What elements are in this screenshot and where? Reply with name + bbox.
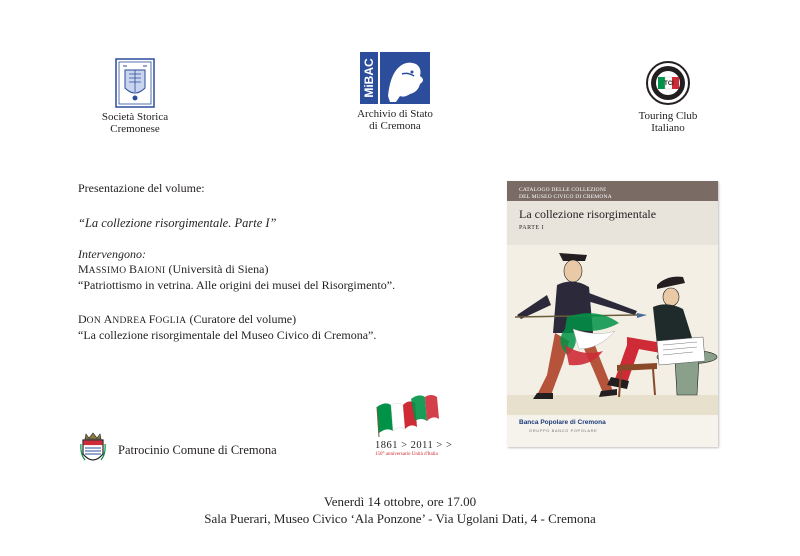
archivio-stato-logo <box>340 52 450 132</box>
speaker2-title-first: D <box>78 312 87 326</box>
touring-line2: Italiano <box>651 122 685 134</box>
speaker1-surname-first: B <box>129 262 138 276</box>
book-catalog-text <box>519 187 612 200</box>
speaker2-name-rest: NDREA <box>112 316 149 326</box>
book-bank-group: GRUPPO BANCO POPOLARE <box>529 428 598 433</box>
speaker2-affiliation: (Curatore del volume) <box>186 312 297 326</box>
book-bank-name: Banca Popolare di Cremona <box>519 419 606 426</box>
speaker2-title-rest: ON <box>86 316 104 326</box>
cover-illustration-icon <box>507 245 718 415</box>
speaker2-talk: “La collezione risorgimentale del Museo Civico di Cremona”. <box>78 328 377 342</box>
archivio-line1: Archivio di Stato <box>357 108 433 120</box>
speaker2-line <box>78 312 296 328</box>
intro-text: Presentazione del volume: <box>78 181 205 195</box>
book-catalog-line1: CATALOGO DELLE COLLEZIONI <box>519 187 607 193</box>
italy-150-flags-icon <box>375 393 441 437</box>
societa-storica-logo <box>95 58 175 135</box>
speaker2-surname-rest: OGLIA <box>155 316 187 326</box>
book-title: La collezione risorgimentale <box>519 207 657 221</box>
archivio-line2: di Cremona <box>369 120 421 132</box>
anniversary-subtitle: 150° anniversario Unità d'Italia <box>375 452 438 457</box>
societa-line2: Cremonese <box>110 123 160 135</box>
touring-line1: Touring Club <box>638 110 698 122</box>
intervengono-label: Intervengono: <box>78 247 146 261</box>
anniversary-years: 1861 > 2011 > > <box>375 440 453 451</box>
mibac-brand-text: MiBAC <box>362 58 376 98</box>
event-location: Sala Puerari, Museo Civico ‘Ala Ponzone’ - Via Ugolani Dati, 4 - Cremona <box>204 511 596 526</box>
speaker1-name-rest: ASSIMO <box>88 266 130 276</box>
comune-cremona-crest-icon <box>80 432 106 466</box>
book-catalog-line2: DEL MUSEO CIVICO DI CREMONA <box>519 193 612 200</box>
touring-badge-text: TCI <box>664 81 674 87</box>
patrocinio-text: Patrocinio Comune di Cremona <box>118 443 277 457</box>
speaker1-talk: “Patriottismo in vetrina. Alle origini dei musei del Risorgimento”. <box>78 278 396 292</box>
societa-storica-emblem-icon <box>115 58 155 108</box>
event-date: Venerdì 14 ottobre, ore 17.00 <box>323 494 477 509</box>
volume-title: “La collezione risorgimentale. Parte I” <box>78 216 277 230</box>
touring-club-logo <box>628 60 708 134</box>
speaker1-affiliation: (Università di Siena) <box>165 262 269 276</box>
book-cover <box>507 181 718 447</box>
speaker2-surname-first: F <box>148 312 156 326</box>
speaker1-surname-rest: AIONI <box>137 266 166 276</box>
speaker1-name-first: M <box>78 262 89 276</box>
societa-line1: Società Storica <box>101 111 169 123</box>
speaker1-line <box>78 262 268 278</box>
book-part: PARTE I <box>519 225 545 231</box>
speaker2-name-first: A <box>103 312 113 326</box>
